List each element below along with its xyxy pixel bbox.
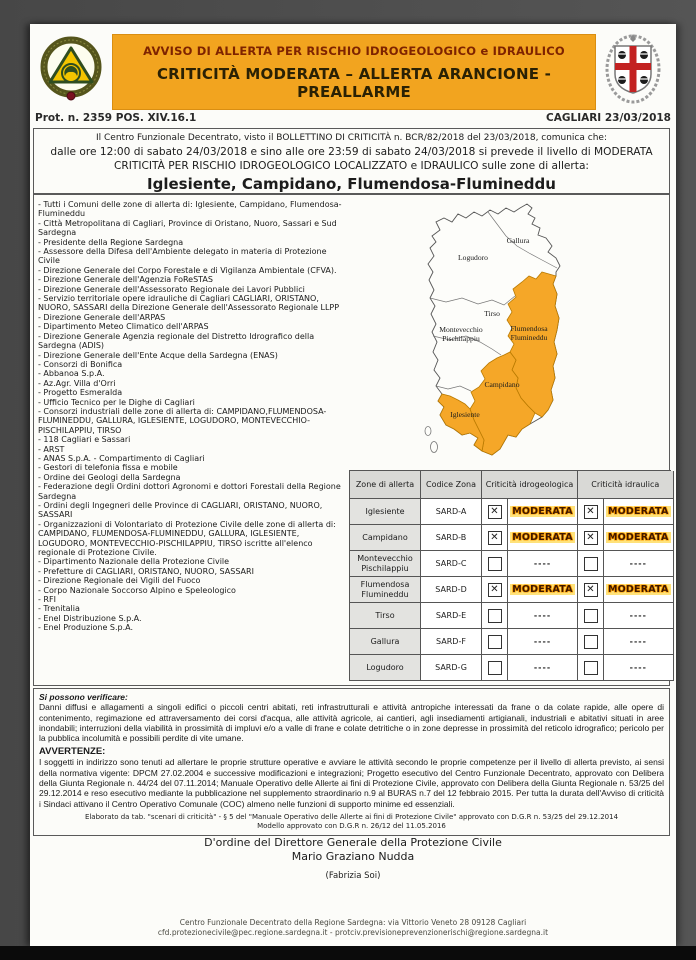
map-label-flumendosa-flumineddu: Flumendosa Flumineddu [510,324,548,342]
checkbox-cell-idraulica [578,629,604,655]
checkbox-cell-idrogeologica [482,499,508,525]
no-alert-dashes: ---- [629,637,647,646]
protocol-row [35,112,671,124]
photo-black-edge [0,946,696,960]
map-label-montevecchio-pischilappiu: Montevecchio Pischilappiu [439,325,483,343]
signature-block [30,836,676,882]
zone-code-cell: SARD-C [421,551,482,577]
list-item: - Progetto Esmeralda [38,388,123,398]
map-label-tirso: Tirso [484,309,500,318]
criticita-value-cell-idrogeologica [508,499,578,525]
zone-name-cell: Campidano [350,525,421,551]
criticita-value-cell-idraulica [604,499,674,525]
list-item: - Dipartimento Meteo Climatico dell'ARPAS [38,322,209,332]
checkbox-cell-idrogeologica [482,577,508,603]
checkbox-cell-idrogeologica [482,629,508,655]
moderata-badge: MODERATA [608,532,669,543]
checkbox-cell-idraulica [578,655,604,681]
criticita-value-cell-idrogeologica [508,603,578,629]
document-footer [30,918,676,938]
zone-code-cell: SARD-A [421,499,482,525]
signature-name: Mario Graziano Nudda [291,850,415,864]
empty-checkbox-icon [488,661,502,675]
list-item: - Enel Produzione S.p.A. [38,623,134,633]
checked-checkbox-icon: ✕ [488,531,502,545]
checked-checkbox-icon: ✕ [584,583,598,597]
zone-name-cell: Gallura [350,629,421,655]
no-alert-dashes: ---- [533,663,552,672]
effects-warnings-box [33,688,670,836]
list-item: - RFI [38,595,56,605]
empty-checkbox-icon [488,635,502,649]
col-header-code: Codice Zona [421,471,482,499]
banner-alert-level: CRITICITÀ MODERATA – ALLERTA ARANCIONE - PREALLARME [156,64,552,101]
protocol-number: Prot. n. 2359 POS. XIV.16.1 [35,112,197,124]
checkbox-cell-idrogeologica [482,551,508,577]
list-item: - Tutti i Comuni delle zone di allerta di: Iglesiente, Campidano, Flumendosa-Flumineddu [38,200,342,219]
warnings-body: I soggetti in indirizzo sono tenuti ad allertare le proprie strutture operative e avviare le attività secondo le proprie competenze per il livello di allerta previsto, ai sensi della normativa vigente: DPCM 27.02.2004 e successive modificazioni e integrazioni; Progetto esecutivo del Centro Funzionale Decentrato, approvato con Delibera della Giunta Regionale n. 44/24 del 07.11.2014; Manuale Operativo delle Allerte ai fini di Protezione Civile, approvato con Delibera della Giunta Regionale n. 53/25 del 29.12.2014 e reso esecutivo mediante la pubblicazione nel supplemento straordinario n.9 al BURAS n.7 del 12 febbraio 2015. Per tutta la durata dell'Avviso di criticità i Sindaci attivano il Centro Operativo Comunale (COC) almeno nelle funzioni di supporto minime ed essenziali. [39,757,664,809]
checkbox-cell-idraulica [578,525,604,551]
sardinia-map-svg [370,202,670,468]
list-item: - Dipartimento Nazionale della Protezione Civile [38,557,230,567]
model-note: Modello approvato con D.G.R n. 26/12 del 11.05.2016 [257,822,446,831]
moderata-badge: MODERATA [512,532,573,543]
empty-checkbox-icon [488,557,502,571]
alert-banner [112,34,596,110]
zone-name-cell: Montevecchio Pischilappiu [350,551,421,577]
empty-checkbox-icon [584,661,598,675]
empty-checkbox-icon [488,609,502,623]
zone-code-cell: SARD-G [421,655,482,681]
no-alert-dashes: ---- [533,637,552,646]
list-item: - Servizio territoriale opere idrauliche di Cagliari CAGLIARI, ORISTANO, NUORO, SASSARI della Direzione Generale dell'Assessorato Regionale LLPP [38,294,340,313]
empty-checkbox-icon [584,609,598,623]
map-label-campidano: Campidano [484,380,520,389]
no-alert-dashes: ---- [533,611,552,620]
place-date: CAGLIARI 23/03/2018 [546,112,671,124]
checkbox-cell-idrogeologica [482,603,508,629]
checked-checkbox-icon: ✕ [584,531,598,545]
footer-emails: cfd.protezionecivile@pec.regione.sardegna.it - protciv.previsioneprevenzionerischi@regione.sardegna.it [157,928,549,938]
document-page [30,24,676,946]
col-header-idraulica: Criticità idraulica [578,471,674,499]
alert-zones-table [349,470,671,681]
distribution-list [38,200,346,633]
list-item: - Direzione Generale Agenzia regionale del Distretto Idrografico della Sardegna (ADIS) [38,331,315,351]
banner-title: AVVISO DI ALLERTA PER RISCHIO IDROGEOLOGICO e IDRAULICO [143,43,565,58]
list-item: - Città Metropolitana di Cagliari, Province di Oristano, Nuoro, Sassari e Sud Sardegna [38,218,337,238]
list-item: - 118 Cagliari e Sassari [38,435,131,445]
checked-checkbox-icon: ✕ [584,505,598,519]
zone-code-cell: SARD-B [421,525,482,551]
list-item: - Direzione Regionale dei Vigili del Fuoco [38,576,201,586]
col-header-idrogeologica: Criticità idrogeologica [482,471,578,499]
zone-name-cell: Flumendosa Flumineddu [350,577,421,603]
criticita-value-cell-idraulica [604,629,674,655]
criticita-value-cell-idrogeologica [508,525,578,551]
signature-delegate: (Fabrizia Soi) [325,870,381,881]
list-item: - Abbanoa S.p.A. [38,369,105,379]
coat-of-arms-icon [602,32,664,106]
zone-code-cell: SARD-D [421,577,482,603]
checkbox-cell-idrogeologica [482,655,508,681]
list-item: - Consorzi di Bonifica [38,359,123,369]
checked-checkbox-icon: ✕ [488,505,502,519]
list-item: - Federazione degli Ordini dottori Agronomi e dottori Forestali della Regione Sardegna [38,482,341,501]
list-item: - Assessore della Difesa dell'Ambiente delegato in materia di Protezione Civile [38,247,327,266]
zone-name-cell: Logudoro [350,655,421,681]
list-item: - Enel Distribuzione S.p.A. [38,613,142,623]
checkbox-cell-idrogeologica [482,525,508,551]
criticita-value-cell-idraulica [604,603,674,629]
list-item: - Direzione Generale dell'Agenzia FoReSTAS [38,275,213,285]
effects-body: Danni diffusi e allagamenti a singoli edifici o piccoli centri abitati, reti infrastrutturali e attività antropiche interessati da frane o da colate rapide, alle opere di contenimento, regimazione ed attraversamento dei corsi d'acqua, alle attività agricole, ai cantieri, agli insediamenti artigianali, industriali e abitativi situati in aree inondabili; interruzioni della viabilità in prossimità di impluvi e/o a valle di frane e colate detritiche o in zone depresse in prossimità del reticolo idrografico; pericolo per la pubblica incolumità e possibili perdite di vite umane. [39,702,664,744]
zone-name-cell: Tirso [350,603,421,629]
list-item: - ARST [38,444,65,454]
list-item: - Consorzi industriali delle zone di allerta di: CAMPIDANO,FLUMENDOSA-FLUMINEDDU, GALLURA, IGLESIENTE, LOGUDORO, MONTEVECCHIO-PISCHILAPPIU, TIRSO [38,406,327,435]
checkbox-cell-idraulica [578,499,604,525]
list-item: - ANAS S.p.A. - Compartimento di Cagliari [38,453,205,463]
source-note: Elaborato da tab. "scenari di criticità" - § 5 del "Manuale Operativo delle Allerte ai fini di Protezione Civile" approvato con D.G.R n. 53/25 del 29.12.2014 [84,813,619,822]
alert-zones-highlight: Iglesiente, Campidano, Flumendosa-Flumineddu [147,175,556,194]
checkbox-cell-idraulica [578,603,604,629]
criticita-value-cell-idraulica [604,655,674,681]
criticita-value-cell-idrogeologica [508,655,578,681]
sardinia-alert-map [370,202,670,468]
list-item: - Ordine dei Geologi della Sardegna [38,472,181,482]
list-item: - Direzione Generale dell'ARPAS [38,312,166,322]
protezione-civile-emblem-icon [38,36,104,102]
map-label-iglesiente: Iglesiente [450,410,480,419]
checkbox-cell-idraulica [578,551,604,577]
intro-line2: dalle ore 12:00 di sabato 24/03/2018 e sino alle ore 23:59 di sabato 24/03/2018 si prevede il livello di MODERATA CRITICITÀ PER RISCHIO IDROGEOLOGICO LOCALIZZATO e IDRAULICO sulle zone di allerta: [50,146,653,172]
criticita-value-cell-idrogeologica [508,551,578,577]
checkbox-cell-idraulica [578,577,604,603]
signature-order-line: D'ordine del Direttore Generale della Protezione Civile [204,836,502,849]
list-item: - Trenitalia [38,604,80,614]
list-item: - Direzione Generale dell'Ente Acque della Sardegna (ENAS) [38,350,278,360]
checked-checkbox-icon: ✕ [488,583,502,597]
map-label-logudoro: Logudoro [458,253,488,262]
effects-title: Si possono verificare: [39,692,128,702]
list-item: - Direzione Generale del Corpo Forestale e di Vigilanza Ambientale (CFVA). [38,265,337,275]
list-item: - Corpo Nazionale Soccorso Alpino e Speleologico [38,585,236,595]
criticita-value-cell-idrogeologica [508,629,578,655]
list-item: - Organizzazioni di Volontariato di Protezione Civile delle zone di allerta di: CAMPIDANO, FLUMENDOSA-FLUMINEDDU, GALLURA, IGLESIENTE, LOGUDORO, MONTEVECCHIO-PISCHILAPPIU, TIRSO iscritte all'elenco regionale di Protezione Civile. [38,519,336,558]
list-item: - Az.Agr. Villa d'Orri [38,378,116,388]
no-alert-dashes: ---- [629,559,647,568]
empty-checkbox-icon [584,635,598,649]
intro-line1: Il Centro Funzionale Decentrato, visto il BOLLETTINO DI CRITICITÀ n. BCR/82/2018 del 23/03/2018, comunica che: [96,133,607,143]
footer-address: Centro Funzionale Decentrato della Regione Sardegna: via Vittorio Veneto 28 09128 Cagliari [179,918,527,927]
criticita-value-cell-idraulica [604,551,674,577]
moderata-badge: MODERATA [512,506,573,517]
zone-code-cell: SARD-E [421,603,482,629]
moderata-badge: MODERATA [608,584,669,595]
criticita-value-cell-idraulica [604,525,674,551]
col-header-zone: Zone di allerta [350,471,421,499]
zone-code-cell: SARD-F [421,629,482,655]
moderata-badge: MODERATA [608,506,669,517]
sardegna-quattro-mori-stemma [602,32,664,110]
regione-sardegna-protezione-civile-logo [38,36,104,106]
list-item: - Ufficio Tecnico per le Dighe di Cagliari [38,397,195,407]
moderata-badge: MODERATA [512,584,573,595]
criticita-value-cell-idraulica [604,577,674,603]
list-item: - Gestori di telefonia fissa e mobile [38,463,178,473]
map-label-gallura: Gallura [506,236,530,245]
list-item: - Direzione Generale dell'Assessorato Regionale dei Lavori Pubblici [38,284,305,294]
no-alert-dashes: ---- [629,611,647,620]
intro-box [33,128,670,194]
no-alert-dashes: ---- [629,663,647,672]
criticita-value-cell-idrogeologica [508,577,578,603]
list-item: - Prefetture di CAGLIARI, ORISTANO, NUORO, SASSARI [38,566,254,576]
no-alert-dashes: ---- [533,559,552,568]
list-item: - Presidente della Regione Sardegna [38,237,184,247]
empty-checkbox-icon [584,557,598,571]
zone-name-cell: Iglesiente [350,499,421,525]
warnings-title: AVVERTENZE: [39,745,106,757]
list-item: - Ordini degli Ingegneri delle Province di CAGLIARI, ORISTANO, NUORO, SASSARI [38,501,323,520]
